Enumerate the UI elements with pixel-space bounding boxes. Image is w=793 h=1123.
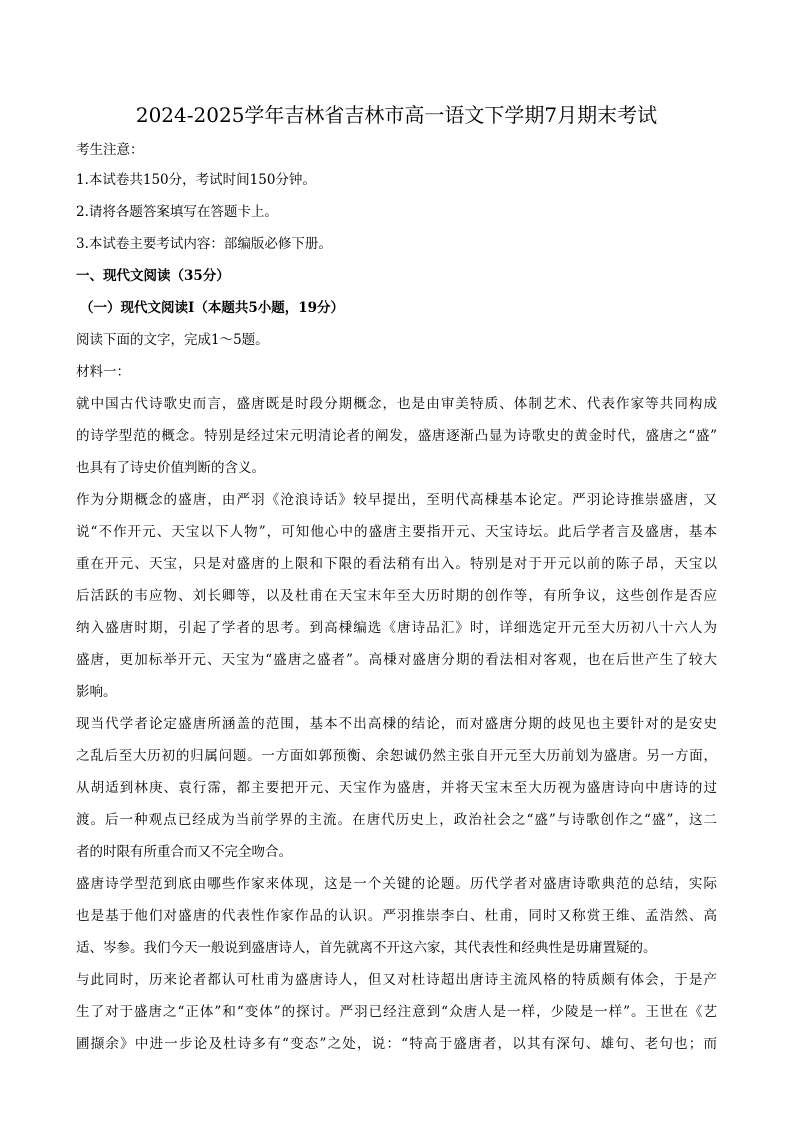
- paragraph-line: 与此同时，历来论者都认可杜甫为盛唐诗人，但又对杜诗超出唐诗主流风格的特质颇有体会，于是产: [76, 972, 717, 988]
- paragraph-line: 就中国古代诗歌史而言，盛唐既是时段分期概念，也是由审美特质、体制艺术、代表作家等共同构成: [76, 396, 717, 412]
- paragraph-line: 现当代学者论定盛唐所涵盖的范围，基本不出高棅的结论，而对盛唐分期的歧见也主要针对的是安史: [76, 716, 717, 732]
- paragraph-line: 也是基于他们对盛唐的代表性作家作品的认识。严羽推崇李白、杜甫，同时又称赏王维、孟浩然、高: [76, 908, 717, 924]
- paragraph-line: 圃撷余》中进一步论及杜诗多有“变态”之处，说：“特高于盛唐者，以其有深句、雄句、老句也；而: [76, 1036, 717, 1052]
- paragraph-line: 盛唐，更加标举开元、天宝为“盛唐之盛者”。高棅对盛唐分期的看法相对客观，也在后世产生了较大: [76, 652, 717, 668]
- paragraph-line: 重在开元、天宝，只是对盛唐的上限和下限的看法稍有出入。特别是对于开元以前的陈子昂，天宝以: [76, 556, 717, 572]
- paragraph-line: 纳入盛唐时期，引起了学者的思考。到高棅编选《唐诗品汇》时，详细选定开元至大历初八十六人为: [76, 620, 717, 636]
- paragraph-line: 说“不作开元、天宝以下人物”，可知他心中的盛唐主要指开元、天宝诗坛。此后学者言及盛唐，基本: [76, 524, 717, 540]
- section-heading: 一、现代文阅读（35分）: [76, 268, 230, 284]
- paragraph: [76, 712, 717, 872]
- paragraph-line: 的诗学型范的概念。特别是经过宋元明清论者的阐发，盛唐逐渐凸显为诗歌史的黄金时代，盛唐之“盛”: [76, 428, 717, 444]
- exam-title: 2024-2025学年吉林省吉林市高一语文下学期7月期末考试: [135, 103, 658, 127]
- paragraph-line: 渡。后一种观点已经成为当前学界的主流。在唐代历史上，政治社会之“盛”与诗歌创作之“盛”，这二: [76, 812, 717, 828]
- paragraph: [76, 968, 717, 1064]
- notice-item: 2.请将各题答案填写在答题卡上。: [76, 204, 278, 220]
- paragraph-line: 盛唐诗学型范到底由哪些作家来体现，这是一个关键的论题。历代学者对盛唐诗歌典范的总结，实际: [76, 876, 717, 892]
- paragraph-line: 后活跃的韦应物、刘长卿等，以及杜甫在天宝末年至大历时期的创作等，有所争议，这些创作是否应: [76, 588, 717, 604]
- notice-item: 3.本试卷主要考试内容：部编版必修下册。: [76, 236, 332, 252]
- document-body: [76, 138, 717, 1064]
- notice-heading: 考生注意：: [76, 142, 144, 158]
- paragraph-line: 从胡适到林庚、袁行霈，都主要把开元、天宝作为盛唐，并将天宝末至大历视为盛唐诗向中唐诗的过: [76, 780, 717, 796]
- paragraph-line: 之乱后至大历初的归属问题。一方面如郭预衡、余恕诚仍然主张自开元至大历前划为盛唐。另一方面，: [76, 748, 717, 764]
- material-label: 材料一：: [76, 364, 130, 380]
- paragraph: [76, 392, 717, 488]
- paragraph: [76, 488, 717, 712]
- paragraph-line: 适、岑参。我们今天一般说到盛唐诗人，首先就离不开这六家，其代表性和经典性是毋庸置疑的。: [76, 940, 657, 956]
- paragraph-line: 者的时限有所重合而又不完全吻合。: [76, 844, 292, 860]
- notice-item: 1.本试卷共150分，考试时间150分钟。: [76, 172, 316, 188]
- reading-instruction: 阅读下面的文字，完成1～5题。: [76, 332, 269, 348]
- paragraph-line: 生了对于盛唐之“正体”和“变体”的探讨。严羽已经注意到“众唐人是一样，少陵是一样”。王世在《艺: [76, 1004, 717, 1020]
- paragraph-line: 也具有了诗史价值判断的含义。: [76, 460, 265, 476]
- subsection-heading: （一）现代文阅读Ⅰ（本题共5小题，19分）: [80, 300, 344, 316]
- paragraph-line: 影响。: [76, 684, 117, 700]
- paragraph-line: 作为分期概念的盛唐，由严羽《沧浪诗话》较早提出，至明代高棅基本论定。严羽论诗推崇盛唐，又: [76, 492, 717, 508]
- paragraph: [76, 872, 717, 968]
